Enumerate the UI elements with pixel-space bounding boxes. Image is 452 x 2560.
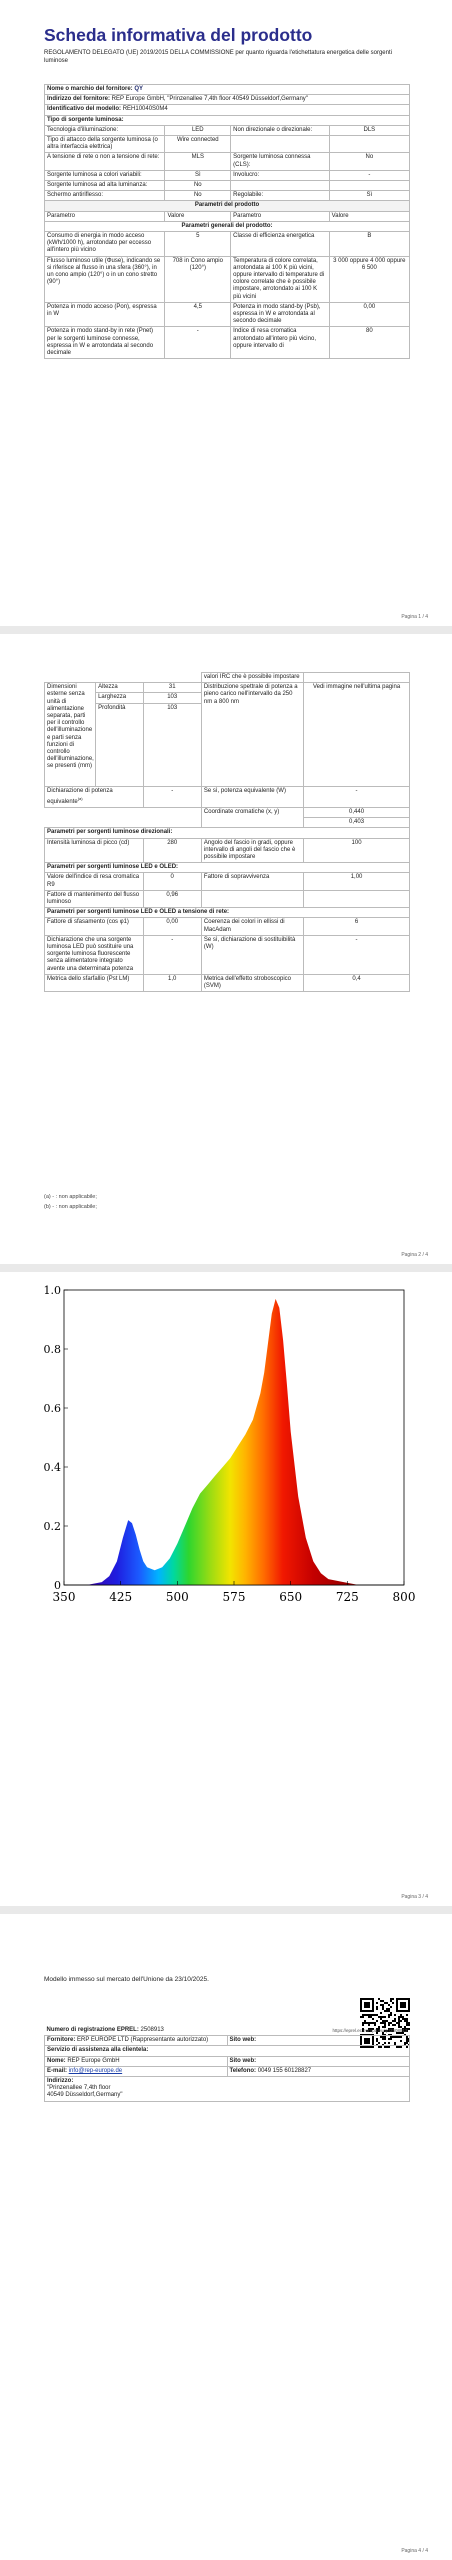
directional-param-cell: Angolo del fascio in gradi, oppure intervallo di angoli del fascio che è possibile impostare (201, 838, 303, 863)
product-info-table (44, 84, 410, 359)
page-title: Scheda informativa del prodotto (44, 25, 313, 45)
mains-param-cell: 1,0 (143, 974, 201, 991)
light-type-row (45, 125, 410, 135)
contact-table (44, 2026, 410, 2102)
chromaticity-x: 0,440 (304, 808, 410, 818)
y-tick-label: 0 (54, 1579, 61, 1592)
spectrum-area (87, 1299, 389, 1585)
light-type-cell (231, 136, 330, 153)
col-header: Valore (165, 211, 231, 221)
eprel-url[interactable]: https://eprel.ec.europa.eu/qr/2508913 (332, 2028, 408, 2033)
page-number: Pagina 1 / 4 (401, 614, 428, 620)
x-tick-label: 425 (109, 1590, 133, 1604)
light-type-row (45, 181, 410, 191)
page-2 (0, 634, 452, 1264)
light-type-cell: Non direzionale o direzionale: (231, 125, 330, 135)
x-tick-label: 500 (165, 1590, 189, 1604)
mains-param-row (45, 935, 410, 974)
general-param-cell: 0,00 (329, 302, 409, 327)
light-type-cell (329, 181, 409, 191)
mains-param-cell: Metrica dello sfarfallio (Pst LM) (45, 974, 144, 991)
params-heading: Parametri del prodotto (45, 201, 410, 211)
name-value: REP Europe GmbH (67, 2057, 120, 2064)
light-type-cell: No (329, 153, 409, 170)
phone-value: 0049 155 60128827 (257, 2067, 312, 2074)
dim-value: 103 (143, 693, 201, 703)
dim-name: Altezza (96, 683, 143, 693)
col-header: Valore (329, 211, 409, 221)
general-param-cell: 3 000 oppure 4 000 oppure 6 500 (329, 256, 409, 302)
supplier-label: Fornitore: (47, 2037, 76, 2044)
general-param-row (45, 232, 410, 257)
light-type-cell: DLS (329, 125, 409, 135)
general-param-cell: B (329, 232, 409, 257)
customer-service-heading: Servizio di assistenza alla clientela: (45, 2046, 410, 2056)
spectral-power-chart (38, 1280, 418, 1610)
general-param-row (45, 302, 410, 327)
address-line-1: "Prinzenallee 7,4th floor (47, 2085, 111, 2092)
page-4 (0, 1914, 452, 2560)
led-param-row (45, 890, 410, 907)
page-1 (0, 0, 452, 626)
led-rows (45, 873, 410, 908)
mains-param-cell: Dichiarazione che una sorgente luminosa LED può sostituire una sorgente luminosa fluorescente senza alimentatore integrato avente una determinata potenza (45, 935, 144, 974)
mains-param-cell: Se sì, dichiarazione di sostituibilità (W) (201, 935, 303, 974)
general-param-cell: Consumo di energia in modo acceso (kWh/1000 h), arrotondato per eccesso all'intero più vicino (45, 232, 165, 257)
column-headers (45, 211, 410, 221)
light-type-cell: Involucro: (231, 170, 330, 180)
light-type-cell (329, 136, 409, 153)
mains-param-row (45, 918, 410, 935)
mains-rows (45, 918, 410, 992)
general-param-row (45, 327, 410, 359)
general-param-cell: Potenza in modo acceso (Pon), espressa in W (45, 302, 165, 327)
light-type-cell: - (329, 170, 409, 180)
light-type-cell: MLS (165, 153, 231, 170)
y-tick-label: 0.8 (43, 1343, 61, 1356)
cri-range-cont: valori IRC che è possibile impostare (201, 673, 303, 683)
col-header: Parametro (231, 211, 330, 221)
light-type-cell: Sorgente luminosa a colori variabili: (45, 170, 165, 180)
light-type-cell: No (165, 181, 231, 191)
general-param-cell: 5 (165, 232, 231, 257)
light-type-cell: Sorgente luminosa ad alta luminanza: (45, 181, 165, 191)
mains-heading: Parametri per sorgenti luminose LED e OLED a tensione di rete: (45, 908, 410, 918)
general-params-rows (45, 232, 410, 359)
general-param-cell: Flusso luminoso utile (Φuse), indicando se si riferisce al flusso in una sfera (360°), in un cono ampio (120°) o in un cono stretto (90°) (45, 256, 165, 302)
email-label: E-mail: (47, 2067, 68, 2074)
mains-param-cell: 6 (304, 918, 410, 935)
x-tick-label: 650 (279, 1590, 303, 1604)
light-type-heading: Tipo di sorgente luminosa: (45, 115, 410, 125)
spectral-distribution-value: Vedi immagine nell'ultima pagina (304, 683, 410, 786)
page-number: Pagina 4 / 4 (401, 2548, 428, 2554)
dim-value: 31 (143, 683, 201, 693)
mains-param-cell: Coerenza dei colori in ellissi di MacAdam (201, 918, 303, 935)
y-tick-label: 0.4 (43, 1461, 61, 1474)
led-param-cell: Fattore di mantenimento del flusso luminoso (45, 890, 144, 907)
led-heading: Parametri per sorgenti luminose LED e OLED: (45, 863, 410, 873)
dim-value: 103 (143, 703, 201, 786)
supplier-address-label: Indirizzo del fornitore: (47, 96, 110, 103)
y-tick-label: 1.0 (43, 1284, 61, 1297)
chromaticity-y: 0,403 (304, 818, 410, 828)
dimensions-label: Dimensioni esterne senza unità di alimentazione separata, parti per il controllo dell'illuminazione e parti senza funzioni di controllo dell'illuminazione, se presenti (mm) (45, 683, 96, 786)
light-type-cell: Sorgente luminosa connessa (CLS): (231, 153, 330, 170)
directional-param-cell: 280 (143, 838, 201, 863)
phone-label: Telefono: (229, 2067, 257, 2074)
service-website-label: Sito web: (229, 2057, 257, 2064)
address-label: Indirizzo: (47, 2078, 74, 2085)
page-3 (0, 1272, 452, 1906)
mains-param-cell: - (143, 935, 201, 974)
led-param-cell (201, 890, 303, 907)
chromaticity-label: Coordinate cromatiche (x, y) (201, 808, 303, 828)
light-type-row (45, 170, 410, 180)
light-type-row (45, 153, 410, 170)
general-param-cell: Potenza in modo stand-by (Psb), espressa in W e arrotondata al secondo decimale (231, 302, 330, 327)
regulation-text: REGOLAMENTO DELEGATO (UE) 2019/2015 DELLA COMMISSIONE per quanto riguarda l'etichettatura energetica delle sorgenti luminose (44, 50, 392, 64)
general-param-row (45, 256, 410, 302)
light-type-row (45, 191, 410, 201)
led-param-cell: 0,96 (143, 890, 201, 907)
light-type-cell: Sì (329, 191, 409, 201)
footnote-b: (b) - : non applicabile; (44, 1204, 97, 1210)
page-number: Pagina 2 / 4 (401, 1252, 428, 1258)
chart-layer (44, 1284, 416, 1604)
supplier-address-value: REP Europe GmbH, "Prinzenallee 7,4th floor 40549 Düsseldorf,Germany" (111, 96, 308, 103)
x-tick-label: 350 (52, 1590, 76, 1604)
led-param-row (45, 873, 410, 890)
dim-name: Profondità (96, 703, 143, 786)
equivalent-power-w-label: Se sì, potenza equivalente (W) (201, 786, 303, 807)
name-label: Nome: (47, 2057, 66, 2064)
light-type-cell: Wire connected (165, 136, 231, 153)
equivalent-power-text: Dichiarazione di potenza equivalente (47, 787, 113, 805)
light-type-row (45, 136, 410, 153)
light-type-cell: A tensione di rete o non a tensione di rete: (45, 153, 165, 170)
light-type-cell: Sì (165, 170, 231, 180)
equivalent-power-label (45, 786, 144, 807)
dim-name: Larghezza (96, 693, 143, 703)
x-tick-label: 800 (392, 1590, 416, 1604)
general-params-heading: Parametri generali del prodotto: (45, 221, 410, 231)
led-param-cell (304, 890, 410, 907)
mains-param-cell: - (304, 935, 410, 974)
equivalent-power-w-value: - (304, 786, 410, 807)
email-link[interactable]: info@rep-europe.de (68, 2067, 123, 2074)
model-id-value: REH10040S0M4 (122, 106, 168, 113)
general-param-cell: 80 (329, 327, 409, 359)
general-param-cell: - (165, 327, 231, 359)
light-type-cell: No (165, 191, 231, 201)
spectral-distribution-label: Distribuzione spettrale di potenza a pieno carico nell'intervallo da 250 nm a 800 nm (201, 683, 303, 786)
directional-param-cell: 100 (304, 838, 410, 863)
directional-rows (45, 838, 410, 863)
light-type-cell: Tipo di attacco della sorgente luminosa (o altra interfaccia elettrica) (45, 136, 165, 153)
light-type-cell: Regolabile: (231, 191, 330, 201)
light-type-cell (231, 181, 330, 191)
light-type-rows (45, 125, 410, 201)
light-type-cell: Tecnologia d'illuminazione: (45, 125, 165, 135)
general-param-cell: Classe di efficienza energetica (231, 232, 330, 257)
eprel-label: Numero di registrazione EPREL: (46, 2027, 139, 2033)
general-param-cell: Indice di resa cromatica arrotondato all'intero più vicino, oppure intervallo di (231, 327, 330, 359)
general-param-cell: 708 in Cono ampio (120°) (165, 256, 231, 302)
y-tick-label: 0.2 (43, 1520, 61, 1533)
supplier-name-value: QY (134, 86, 144, 92)
model-id-label: Identificativo del modello: (47, 106, 122, 113)
led-param-cell: 1,00 (304, 873, 410, 890)
directional-param-row (45, 838, 410, 863)
x-tick-label: 725 (335, 1590, 359, 1604)
col-header: Parametro (45, 211, 165, 221)
supplier-name-label: Nome o marchio del fornitore: (47, 86, 133, 92)
market-date-text: Modello immesso sul mercato dell'Unione da 23/10/2025. (44, 1976, 209, 1983)
led-param-cell: 0 (143, 873, 201, 890)
mains-param-cell: 0,00 (143, 918, 201, 935)
equivalent-power-value: - (143, 786, 201, 807)
directional-heading: Parametri per sorgenti luminose direzionali: (45, 828, 410, 838)
eprel-number: 2508913 (140, 2027, 164, 2033)
y-tick-label: 0.6 (43, 1402, 61, 1415)
page-number: Pagina 3 / 4 (401, 1894, 428, 1900)
light-type-cell: LED (165, 125, 231, 135)
x-tick-label: 575 (222, 1590, 246, 1604)
website-label: Sito web: (229, 2037, 257, 2044)
mains-param-row (45, 974, 410, 991)
general-param-cell: Temperatura di colore correlata, arrotondata ai 100 K più vicini, oppure intervallo di temperature di colore correlate che è possibile impostare, arrotondato ai 100 K più vicini (231, 256, 330, 302)
light-type-cell: Schermo antiriflesso: (45, 191, 165, 201)
mains-param-cell: 0,4 (304, 974, 410, 991)
general-param-cell: Potenza in modo stand-by in rete (Pnet) per le sorgenti luminose connesse, espressa in W e arrotondata al secondo decimale (45, 327, 165, 359)
led-param-cell: Fattore di sopravvivenza (201, 873, 303, 890)
mains-param-cell: Fattore di sfasamento (cos φ1) (45, 918, 144, 935)
supplier-value: ERP EUROPE LTD (Rappresentante autorizzato) (77, 2037, 209, 2044)
general-param-cell: 4,5 (165, 302, 231, 327)
footnote-a: (a) - : non applicabile; (44, 1194, 97, 1200)
directional-param-cell: Intensità luminosa di picco (cd) (45, 838, 144, 863)
product-params-table-cont (44, 672, 410, 992)
footnote-ref: (a) (77, 795, 83, 801)
led-param-cell: Valore dell'indice di resa cromatica R9 (45, 873, 144, 890)
mains-param-cell: Metrica dell'effetto stroboscopico (SVM) (201, 974, 303, 991)
address-line-2: 40549 Düsseldorf,Germany" (47, 2092, 123, 2099)
